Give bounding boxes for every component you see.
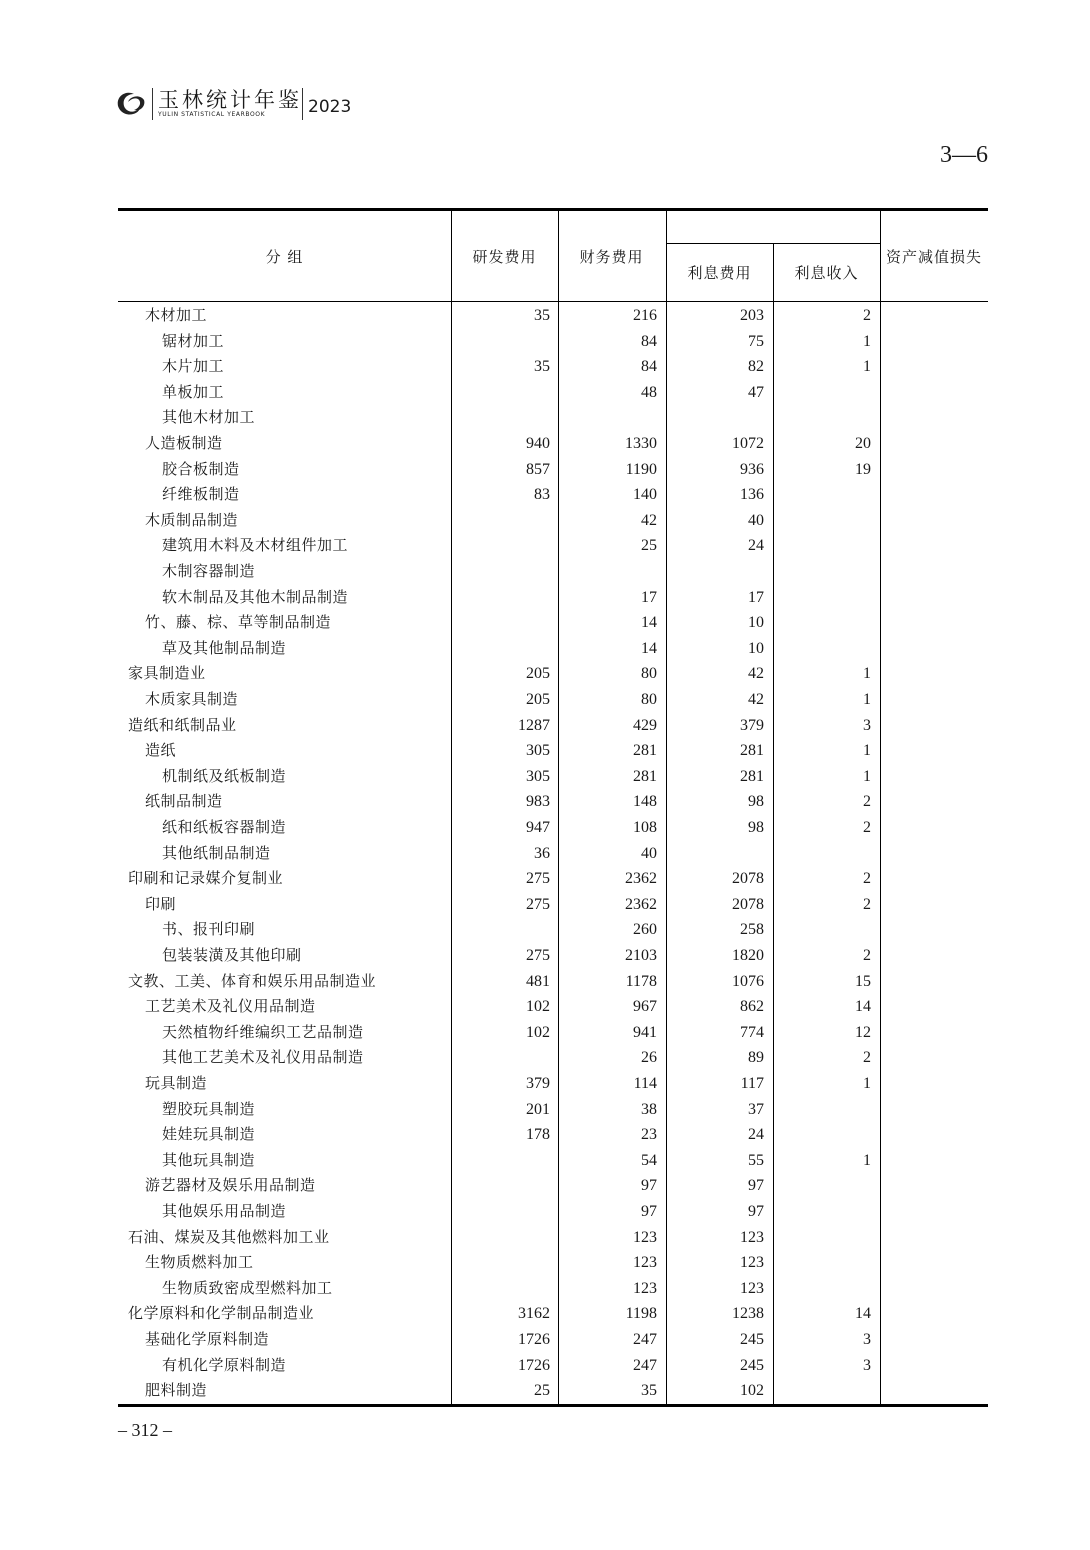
rd-expense-cell: 857 bbox=[526, 460, 550, 478]
table-row bbox=[118, 738, 988, 764]
rd-expense-cell: 35 bbox=[534, 358, 550, 376]
row-label: 生物质燃料加工 bbox=[145, 1253, 254, 1272]
interest-expense-cell: 203 bbox=[740, 307, 764, 324]
header-interest-expense: 利息费用 bbox=[687, 264, 752, 282]
finance-expense-cell: 247 bbox=[633, 1331, 657, 1348]
rd-expense-cell: 205 bbox=[526, 691, 550, 708]
interest-expense-cell: 24 bbox=[748, 537, 764, 555]
finance-expense-cell: 38 bbox=[641, 1100, 657, 1118]
interest-expense-cell: 379 bbox=[740, 716, 764, 734]
finance-expense-cell: 108 bbox=[633, 819, 657, 836]
table-row bbox=[118, 431, 988, 457]
row-label: 印刷和记录媒介复制业 bbox=[128, 869, 284, 888]
row-label: 单板加工 bbox=[162, 382, 225, 401]
finance-expense-cell: 2362 bbox=[625, 870, 657, 888]
interest-expense-cell: 281 bbox=[740, 742, 764, 760]
interest-expense-cell: 1238 bbox=[732, 1305, 764, 1323]
table-row bbox=[118, 815, 988, 841]
rd-expense-cell: 305 bbox=[526, 742, 550, 760]
rd-expense-cell: 305 bbox=[526, 767, 550, 785]
row-label: 塑胶玩具制造 bbox=[162, 1099, 256, 1118]
interest-expense-cell: 42 bbox=[748, 691, 764, 708]
row-label: 家具制造业 bbox=[128, 664, 206, 683]
table-row bbox=[118, 917, 988, 943]
interest-expense-cell: 10 bbox=[748, 614, 764, 632]
table-row bbox=[118, 661, 988, 687]
interest-expense-cell: 42 bbox=[748, 665, 764, 683]
row-label: 其他工艺美术及礼仪用品制造 bbox=[162, 1048, 364, 1067]
table-row bbox=[118, 1148, 988, 1174]
finance-expense-cell: 80 bbox=[641, 691, 657, 708]
finance-expense-cell: 48 bbox=[641, 383, 657, 401]
finance-expense-cell: 2362 bbox=[625, 895, 657, 913]
interest-expense-cell: 123 bbox=[740, 1254, 764, 1272]
finance-expense-cell: 14 bbox=[641, 614, 657, 632]
row-label: 印刷 bbox=[145, 894, 177, 913]
interest-income-cell: 3 bbox=[863, 1356, 871, 1374]
table-row bbox=[118, 585, 988, 611]
row-label: 人造板制造 bbox=[145, 434, 223, 452]
row-label: 竹、藤、棕、草等制品制造 bbox=[145, 613, 332, 632]
row-label: 生物质致密成型燃料加工 bbox=[162, 1278, 333, 1297]
table-row bbox=[118, 1378, 988, 1404]
row-label: 木质家具制造 bbox=[145, 690, 239, 708]
interest-expense-cell: 40 bbox=[748, 511, 764, 529]
row-label: 天然植物纤维编织工艺品制造 bbox=[162, 1022, 364, 1041]
finance-expense-cell: 1190 bbox=[625, 460, 657, 478]
table-row bbox=[118, 1276, 988, 1302]
finance-expense-cell: 1330 bbox=[625, 435, 657, 452]
interest-expense-cell: 10 bbox=[748, 639, 764, 657]
row-label: 造纸和纸制品业 bbox=[128, 715, 237, 734]
row-label: 木制容器制造 bbox=[162, 562, 256, 580]
table-row bbox=[118, 969, 988, 995]
interest-expense-cell: 97 bbox=[748, 1203, 764, 1220]
interest-expense-cell: 75 bbox=[748, 332, 764, 350]
finance-expense-cell: 97 bbox=[641, 1177, 657, 1195]
finance-expense-cell: 967 bbox=[633, 998, 657, 1016]
interest-income-cell: 14 bbox=[855, 1305, 871, 1323]
finance-expense-cell: 1178 bbox=[625, 972, 657, 990]
header-interest-income: 利息收入 bbox=[794, 264, 859, 282]
row-label: 木质制品制造 bbox=[145, 510, 239, 529]
interest-income-cell: 2 bbox=[863, 307, 871, 324]
interest-income-cell: 1 bbox=[863, 358, 871, 376]
page-number: – 312 – bbox=[118, 1420, 172, 1440]
finance-expense-cell: 148 bbox=[633, 793, 657, 811]
finance-expense-cell: 2103 bbox=[625, 947, 657, 964]
finance-expense-cell: 84 bbox=[641, 332, 657, 350]
finance-expense-cell: 14 bbox=[641, 639, 657, 657]
row-label: 其他纸制品制造 bbox=[162, 843, 271, 862]
table-row bbox=[118, 789, 988, 815]
finance-expense-cell: 17 bbox=[641, 588, 657, 606]
finance-expense-cell: 429 bbox=[633, 716, 657, 734]
finance-expense-cell: 26 bbox=[641, 1049, 657, 1067]
header-bottom-rule bbox=[118, 301, 988, 302]
interest-expense-cell: 24 bbox=[748, 1126, 764, 1144]
row-label: 肥料制造 bbox=[145, 1381, 208, 1400]
table-number: 3—6 bbox=[940, 142, 988, 168]
finance-expense-cell: 281 bbox=[633, 742, 657, 760]
finance-expense-cell: 247 bbox=[633, 1356, 657, 1374]
row-label: 木材加工 bbox=[145, 306, 208, 324]
rd-expense-cell: 178 bbox=[526, 1126, 550, 1144]
table-row bbox=[118, 1122, 988, 1148]
row-label: 基础化学原料制造 bbox=[145, 1330, 270, 1348]
rd-expense-cell: 275 bbox=[526, 895, 550, 913]
header-divider bbox=[152, 88, 153, 120]
table-row bbox=[118, 943, 988, 969]
row-label: 化学原料和化学制品制造业 bbox=[128, 1304, 315, 1323]
yearbook-year: 2023 bbox=[308, 97, 352, 117]
rd-expense-cell: 36 bbox=[534, 844, 550, 862]
interest-expense-cell: 82 bbox=[748, 358, 764, 376]
table-row bbox=[118, 533, 988, 559]
table-row bbox=[118, 457, 988, 483]
table-row bbox=[118, 482, 988, 508]
table-row bbox=[118, 405, 988, 431]
table-row bbox=[118, 1225, 988, 1251]
table-top-rule bbox=[118, 208, 988, 211]
row-label: 玩具制造 bbox=[145, 1074, 208, 1092]
table-row bbox=[118, 713, 988, 739]
header-rd-expense: 研发费用 bbox=[472, 248, 537, 266]
rd-expense-cell: 481 bbox=[526, 972, 550, 990]
row-label: 建筑用木料及木材组件加工 bbox=[162, 536, 349, 555]
interest-expense-cell: 117 bbox=[740, 1075, 764, 1092]
finance-expense-cell: 97 bbox=[641, 1203, 657, 1220]
table-row bbox=[118, 1071, 988, 1097]
table-row bbox=[118, 764, 988, 790]
interest-income-cell: 1 bbox=[863, 332, 871, 350]
rd-expense-cell: 379 bbox=[526, 1075, 550, 1092]
finance-expense-cell: 40 bbox=[641, 844, 657, 862]
interest-expense-cell: 1072 bbox=[732, 435, 764, 452]
interest-income-cell: 3 bbox=[863, 716, 871, 734]
rd-expense-cell: 205 bbox=[526, 665, 550, 683]
row-label: 书、报刊印刷 bbox=[162, 920, 256, 939]
table-row bbox=[118, 841, 988, 867]
table-row bbox=[118, 866, 988, 892]
finance-expense-cell: 42 bbox=[641, 511, 657, 529]
interest-expense-cell: 37 bbox=[748, 1100, 764, 1118]
row-label: 娃娃玩具制造 bbox=[162, 1125, 256, 1144]
row-label: 文教、工美、体育和娱乐用品制造业 bbox=[128, 971, 377, 990]
row-label: 其他玩具制造 bbox=[162, 1150, 256, 1169]
row-label: 纤维板制造 bbox=[162, 485, 240, 504]
row-label: 包装装潢及其他印刷 bbox=[162, 946, 302, 964]
subheader-rule bbox=[666, 243, 880, 244]
finance-expense-cell: 123 bbox=[633, 1254, 657, 1272]
table-row bbox=[118, 1173, 988, 1199]
rd-expense-cell: 275 bbox=[526, 947, 550, 964]
finance-expense-cell: 140 bbox=[633, 486, 657, 504]
row-label: 纸和纸板容器制造 bbox=[162, 818, 287, 836]
finance-expense-cell: 25 bbox=[641, 537, 657, 555]
interest-income-cell: 2 bbox=[863, 1049, 871, 1067]
interest-income-cell: 1 bbox=[863, 1075, 871, 1092]
interest-expense-cell: 245 bbox=[740, 1356, 764, 1374]
rd-expense-cell: 1726 bbox=[518, 1331, 550, 1348]
interest-expense-cell: 97 bbox=[748, 1177, 764, 1195]
interest-income-cell: 12 bbox=[855, 1023, 871, 1041]
row-label: 其他娱乐用品制造 bbox=[162, 1202, 287, 1220]
finance-expense-cell: 1198 bbox=[625, 1305, 657, 1323]
table-row bbox=[118, 1097, 988, 1123]
interest-expense-cell: 936 bbox=[740, 460, 764, 478]
table-row bbox=[118, 1301, 988, 1327]
interest-expense-cell: 281 bbox=[740, 767, 764, 785]
interest-income-cell: 2 bbox=[863, 870, 871, 888]
row-label: 木片加工 bbox=[162, 357, 225, 376]
row-label: 胶合板制造 bbox=[162, 459, 240, 478]
interest-expense-cell: 1820 bbox=[732, 947, 764, 964]
row-label: 纸制品制造 bbox=[145, 792, 223, 811]
rd-expense-cell: 201 bbox=[526, 1100, 550, 1118]
interest-income-cell: 1 bbox=[863, 1151, 871, 1169]
finance-expense-cell: 216 bbox=[633, 307, 657, 324]
row-label: 造纸 bbox=[145, 741, 177, 760]
interest-expense-cell: 98 bbox=[748, 819, 764, 836]
interest-expense-cell: 98 bbox=[748, 793, 764, 811]
finance-expense-cell: 114 bbox=[633, 1075, 657, 1092]
interest-expense-cell: 2078 bbox=[732, 895, 764, 913]
interest-expense-cell: 102 bbox=[740, 1382, 764, 1400]
interest-income-cell: 2 bbox=[863, 793, 871, 811]
interest-income-cell: 3 bbox=[863, 1331, 871, 1348]
table-row bbox=[118, 610, 988, 636]
interest-income-cell: 20 bbox=[855, 435, 871, 452]
finance-expense-cell: 941 bbox=[633, 1023, 657, 1041]
interest-expense-cell: 258 bbox=[740, 921, 764, 939]
finance-expense-cell: 84 bbox=[641, 358, 657, 376]
row-label: 锯材加工 bbox=[162, 331, 225, 350]
finance-expense-cell: 35 bbox=[641, 1382, 657, 1400]
yearbook-title: 玉林统计年鉴 bbox=[158, 88, 302, 112]
header-finance-expense: 财务费用 bbox=[579, 248, 644, 266]
interest-income-cell: 19 bbox=[855, 460, 871, 478]
row-label: 机制纸及纸板制造 bbox=[162, 766, 287, 785]
row-label: 其他木材加工 bbox=[162, 408, 256, 427]
table-row bbox=[118, 329, 988, 355]
interest-income-cell: 2 bbox=[863, 819, 871, 836]
table-row bbox=[118, 1250, 988, 1276]
row-label: 游艺器材及娱乐用品制造 bbox=[145, 1176, 316, 1195]
rd-expense-cell: 1287 bbox=[518, 716, 550, 734]
finance-expense-cell: 80 bbox=[641, 665, 657, 683]
interest-expense-cell: 123 bbox=[740, 1228, 764, 1246]
rd-expense-cell: 275 bbox=[526, 870, 550, 888]
rd-expense-cell: 947 bbox=[526, 819, 550, 836]
row-label: 工艺美术及礼仪用品制造 bbox=[145, 997, 316, 1016]
rd-expense-cell: 83 bbox=[534, 486, 550, 504]
interest-expense-cell: 89 bbox=[748, 1049, 764, 1067]
interest-income-cell: 14 bbox=[855, 998, 871, 1016]
table-row bbox=[118, 380, 988, 406]
table-row bbox=[118, 1327, 988, 1353]
table-row bbox=[118, 636, 988, 662]
interest-expense-cell: 2078 bbox=[732, 870, 764, 888]
header-divider bbox=[302, 88, 303, 120]
table-row bbox=[118, 994, 988, 1020]
interest-income-cell: 15 bbox=[855, 972, 871, 990]
interest-expense-cell: 1076 bbox=[732, 972, 764, 990]
interest-expense-cell: 123 bbox=[740, 1279, 764, 1297]
interest-income-cell: 2 bbox=[863, 895, 871, 913]
finance-expense-cell: 54 bbox=[641, 1151, 657, 1169]
interest-income-cell: 1 bbox=[863, 665, 871, 683]
rd-expense-cell: 3162 bbox=[518, 1305, 550, 1323]
interest-income-cell: 2 bbox=[863, 947, 871, 964]
yearbook-subtitle: YULIN STATISTICAL YEARBOOK bbox=[158, 111, 266, 118]
rd-expense-cell: 102 bbox=[526, 1023, 550, 1041]
rd-expense-cell: 940 bbox=[526, 435, 550, 452]
table-row bbox=[118, 559, 988, 585]
interest-income-cell: 1 bbox=[863, 742, 871, 760]
table-row bbox=[118, 354, 988, 380]
table-row bbox=[118, 1045, 988, 1071]
row-label: 石油、煤炭及其他燃料加工业 bbox=[128, 1227, 330, 1246]
interest-expense-cell: 862 bbox=[740, 998, 764, 1016]
interest-income-cell: 1 bbox=[863, 691, 871, 708]
table-row bbox=[118, 508, 988, 534]
statistics-table bbox=[118, 208, 988, 1408]
table-bottom-rule bbox=[118, 1404, 988, 1407]
table-row bbox=[118, 1199, 988, 1225]
table-row bbox=[118, 687, 988, 713]
finance-expense-cell: 123 bbox=[633, 1279, 657, 1297]
interest-income-cell: 1 bbox=[863, 767, 871, 785]
rd-expense-cell: 983 bbox=[526, 793, 550, 811]
interest-expense-cell: 245 bbox=[740, 1331, 764, 1348]
interest-expense-cell: 55 bbox=[748, 1151, 764, 1169]
finance-expense-cell: 123 bbox=[633, 1228, 657, 1246]
table-row bbox=[118, 1020, 988, 1046]
table-row bbox=[118, 892, 988, 918]
finance-expense-cell: 260 bbox=[633, 921, 657, 939]
yearbook-logo-icon bbox=[114, 86, 148, 120]
table-row bbox=[118, 303, 988, 329]
row-label: 有机化学原料制造 bbox=[162, 1355, 287, 1374]
rd-expense-cell: 102 bbox=[526, 998, 550, 1016]
interest-expense-cell: 774 bbox=[740, 1023, 764, 1041]
header-impairment-loss: 资产减值损失 bbox=[885, 248, 982, 266]
rd-expense-cell: 25 bbox=[534, 1382, 550, 1400]
rd-expense-cell: 1726 bbox=[518, 1356, 550, 1374]
row-label: 软木制品及其他木制品制造 bbox=[162, 587, 349, 606]
table-row bbox=[118, 1353, 988, 1379]
finance-expense-cell: 281 bbox=[633, 767, 657, 785]
rd-expense-cell: 35 bbox=[534, 307, 550, 324]
header-group: 分 组 bbox=[265, 248, 304, 266]
finance-expense-cell: 23 bbox=[641, 1126, 657, 1144]
interest-expense-cell: 17 bbox=[748, 588, 764, 606]
interest-expense-cell: 136 bbox=[740, 486, 764, 504]
row-label: 草及其他制品制造 bbox=[162, 638, 287, 657]
interest-expense-cell: 47 bbox=[748, 383, 764, 401]
